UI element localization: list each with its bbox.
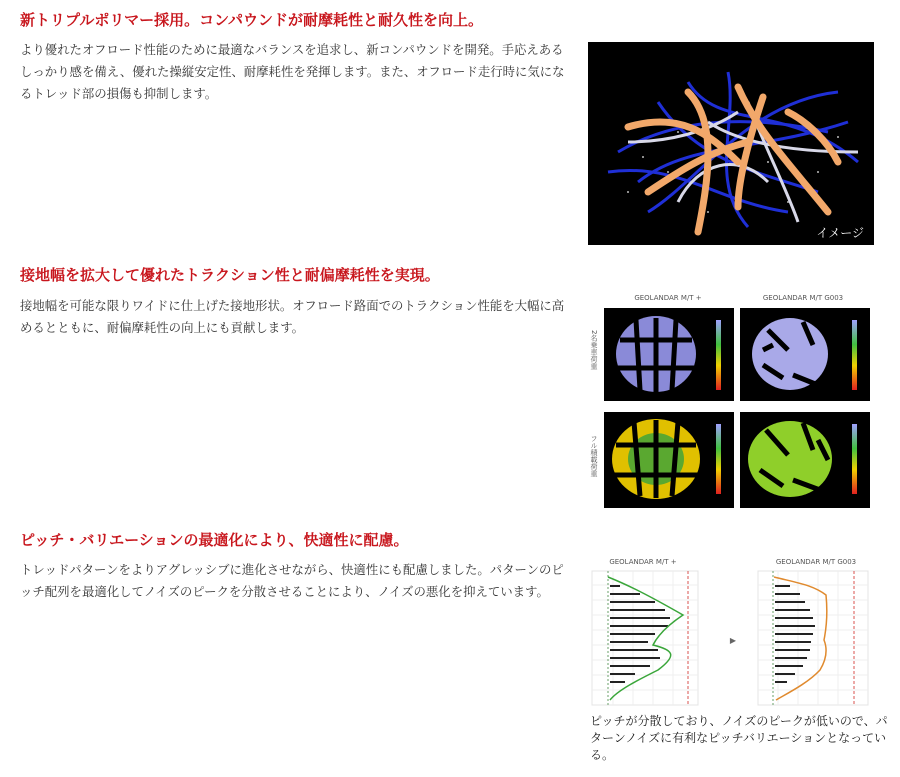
pitch-figure-note: ピッチが分散しており、ノイズのピークが低いので、パターンノイズに有利なピッチバリエーションとなっている。	[590, 714, 888, 762]
section-3-body: トレッドパターンをよりアグレッシブに進化させながら、快適性にも配慮しました。パターンのピッチ配列を最適化してノイズのピークを分散させることにより、ノイズの悪化を抑えています。	[20, 562, 564, 599]
contact-col-left-label: GEOLANDAR M/T +	[634, 294, 702, 302]
pitch-col-left-label: GEOLANDAR M/T +	[609, 558, 677, 566]
section-2-body: 接地幅を可能な限りワイドに仕上げた接地形状。オフロード路面でのトラクション性能を大幅に高めるとともに、耐偏摩耗性の向上にも貢献します。	[20, 298, 565, 335]
pitch-right-panel	[758, 571, 868, 705]
section-1-body: より優れたオフロード性能のために最適なバランスを追求し、新コンパウンドを開発。手応えあるしっかり感を備え、優れた操縦安定性、耐摩耗性を発揮します。また、オフロード走行時に気になるトレッド部の損傷も抑制します。	[20, 42, 565, 101]
polymer-illustration	[588, 42, 874, 245]
contact-patch-grid	[588, 290, 888, 515]
pitch-variation-figure	[588, 555, 888, 710]
pitch-col-right-label: GEOLANDAR M/T G003	[775, 558, 857, 566]
contact-panel-bottom-left	[604, 412, 734, 508]
polymer-caption: イメージ	[816, 226, 864, 240]
pitch-arrow-icon: ▶	[729, 636, 737, 645]
section-3-heading: ピッチ・バリエーションの最適化により、快適性に配慮。	[20, 531, 409, 549]
pitch-variation-chart	[588, 555, 888, 710]
contact-patch-figure	[588, 290, 888, 515]
contact-col-right-label: GEOLANDAR M/T G003	[762, 294, 844, 302]
contact-panel-top-left	[604, 308, 734, 401]
polymer-image	[588, 42, 874, 245]
contact-row-top-label: 2名乗車荷重	[590, 330, 598, 370]
contact-panel-top-right	[740, 308, 870, 401]
section-1-heading: 新トリプルポリマー採用。コンパウンドが耐摩耗性と耐久性を向上。	[20, 11, 484, 29]
contact-row-bottom-label: フル積載荷重	[590, 435, 598, 477]
section-2-heading: 接地幅を拡大して優れたトラクション性と耐偏摩耗性を実現。	[20, 266, 440, 284]
pitch-left-panel	[592, 571, 698, 705]
contact-panel-bottom-right	[740, 412, 870, 508]
